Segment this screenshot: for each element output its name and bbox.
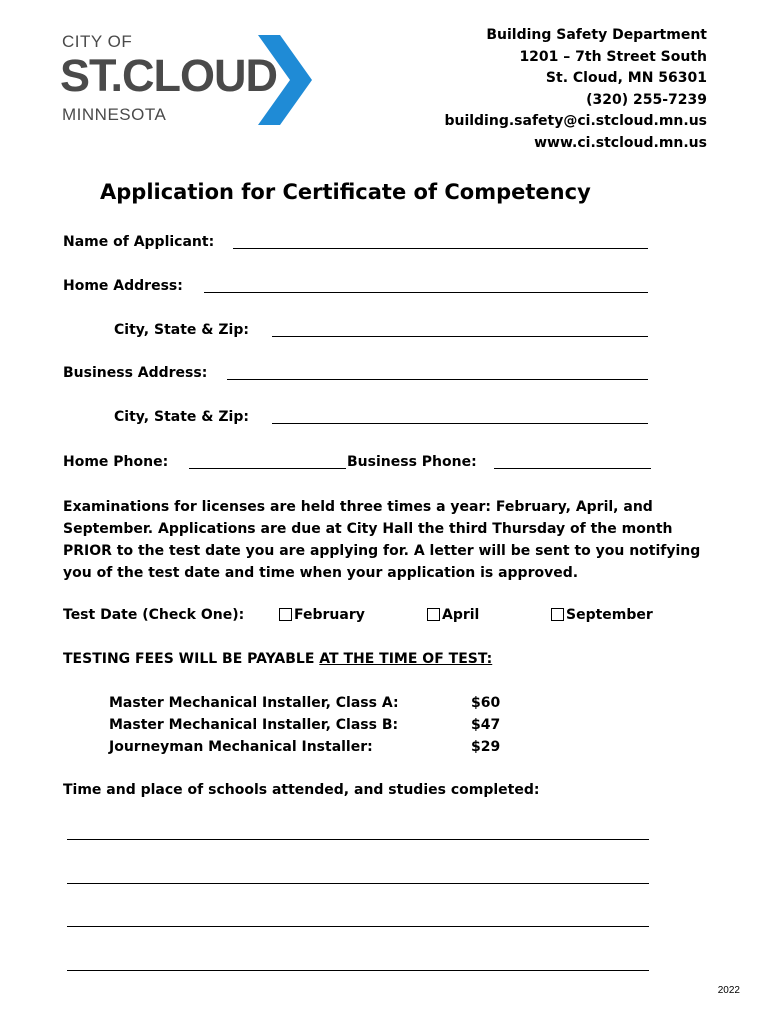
fee-amount: $60 — [471, 695, 501, 711]
phone-number: (320) 255-7239 — [586, 91, 707, 108]
home-address-field[interactable] — [204, 292, 648, 293]
logo-city-of: CITY OF — [62, 32, 133, 51]
business-city-label: City, State & Zip: — [114, 409, 249, 425]
home-phone-field[interactable] — [189, 468, 346, 469]
fee-name: Journeyman Mechanical Installer: — [109, 739, 373, 755]
fee-amount: $29 — [471, 739, 501, 755]
fee-name: Master Mechanical Installer, Class A: — [109, 695, 399, 711]
business-address-label: Business Address: — [63, 365, 208, 381]
checkbox-september[interactable] — [551, 607, 653, 623]
checkbox-february[interactable] — [279, 607, 365, 623]
schools-line-1[interactable] — [67, 839, 649, 840]
department-name: Building Safety Department — [486, 27, 707, 43]
home-city-field[interactable] — [272, 336, 648, 337]
option-september-label: September — [566, 607, 653, 623]
schools-line-2[interactable] — [67, 883, 649, 884]
home-city-label: City, State & Zip: — [114, 322, 249, 338]
home-phone-label: Home Phone: — [63, 454, 169, 470]
checkbox-icon[interactable] — [427, 608, 440, 621]
website: www.ci.stcloud.mn.us — [534, 134, 707, 151]
name-label: Name of Applicant: — [63, 234, 215, 250]
footer-year: 2022 — [717, 985, 740, 996]
home-address-label: Home Address: — [63, 278, 183, 294]
fee-names — [109, 692, 399, 758]
chevron-logo-icon — [258, 35, 312, 125]
checkbox-icon[interactable] — [551, 608, 564, 621]
fee-name: Master Mechanical Installer, Class B: — [109, 717, 399, 733]
business-city-field[interactable] — [272, 423, 648, 424]
business-phone-label: Business Phone: — [347, 454, 477, 470]
city-state-zip: St. Cloud, MN 56301 — [545, 70, 707, 86]
test-date-label: Test Date (Check One): — [63, 607, 245, 623]
fees-heading-underlined: AT THE TIME OF TEST: — [319, 651, 493, 667]
logo-minnesota: MINNESOTA — [62, 105, 167, 124]
fee-amounts — [471, 692, 500, 758]
business-address-field[interactable] — [227, 379, 648, 380]
fees-heading-prefix: TESTING FEES WILL BE PAYABLE — [63, 651, 320, 667]
checkbox-icon[interactable] — [279, 608, 292, 621]
checkbox-april[interactable] — [427, 607, 479, 623]
street-address: 1201 – 7th Street South — [519, 48, 707, 65]
exam-info-paragraph: Examinations for licenses are held three times a year: February, April, and September. Applications are due at City Hall the third Thursday of the month PRIOR to the test date you are applying for. A letter will be sent to you notifying you of the test date and time when your application is approved. — [63, 499, 701, 581]
name-field[interactable] — [233, 248, 648, 249]
city-logo — [62, 32, 322, 132]
business-phone-field[interactable] — [494, 468, 651, 469]
page-title: Application for Certificate of Competency — [100, 180, 591, 204]
email-address: building.safety@ci.stcloud.mn.us — [444, 113, 707, 129]
schools-line-3[interactable] — [67, 926, 649, 927]
schools-label: Time and place of schools attended, and studies completed: — [63, 782, 540, 798]
fees-heading — [63, 651, 492, 667]
fee-amount: $47 — [471, 717, 501, 733]
contact-info — [444, 25, 707, 154]
schools-line-4[interactable] — [67, 970, 649, 971]
option-april-label: April — [442, 607, 480, 623]
logo-st-cloud: ST.CLOUD — [60, 50, 277, 101]
option-february-label: February — [294, 607, 365, 623]
